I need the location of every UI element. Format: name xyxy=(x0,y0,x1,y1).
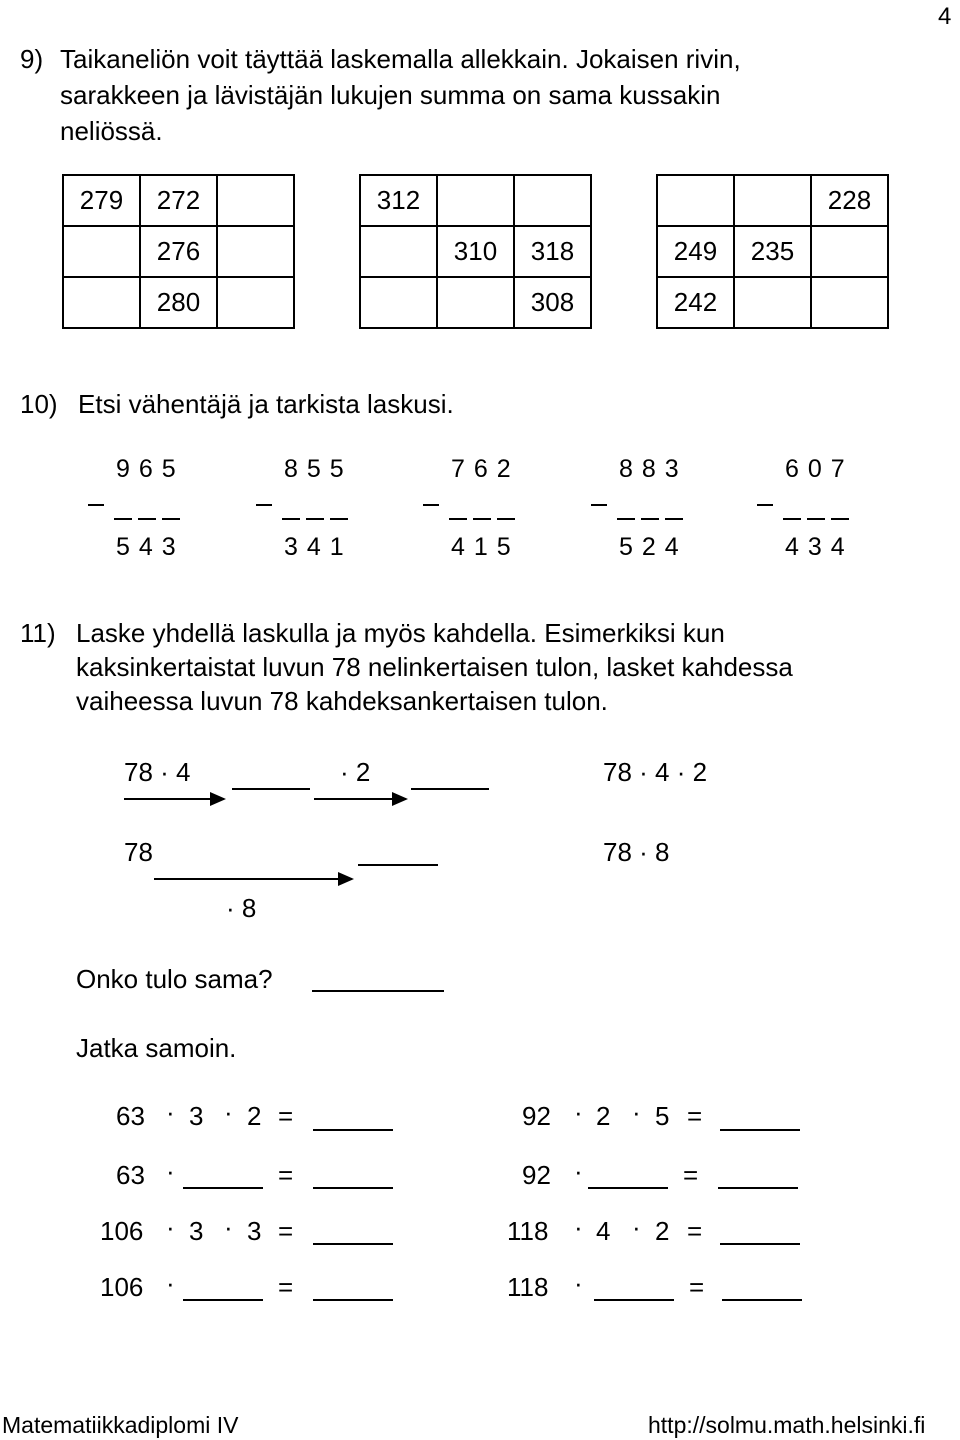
number: 3 xyxy=(247,1216,262,1246)
number: 4 xyxy=(596,1216,611,1246)
multiply-dot: · xyxy=(166,1212,175,1242)
answer-blank[interactable] xyxy=(313,1129,393,1131)
minus-sign xyxy=(591,504,607,506)
footer-title: Matematiikkadiplomi IV xyxy=(2,1412,239,1438)
number: 63 xyxy=(116,1101,145,1131)
minuend: 6 0 7 xyxy=(785,455,846,483)
task11-number: 11) xyxy=(20,618,56,648)
number: 106 xyxy=(100,1272,144,1302)
cell[interactable] xyxy=(437,175,514,226)
equals-sign: = xyxy=(278,1160,294,1190)
digit-blank[interactable] xyxy=(162,518,180,520)
multiply-dot: · xyxy=(574,1212,583,1242)
example-operation: · 2 xyxy=(340,757,371,787)
cell[interactable]: 318 xyxy=(514,226,591,277)
minus-sign xyxy=(256,504,272,506)
number: 3 xyxy=(189,1216,204,1246)
multiply-dot: · xyxy=(632,1097,641,1127)
digit-blank[interactable] xyxy=(641,518,659,520)
magic-square-1 xyxy=(62,174,295,329)
number: 2 xyxy=(596,1101,611,1131)
digit-blank[interactable] xyxy=(807,518,825,520)
multiply-dot: · xyxy=(166,1156,175,1186)
answer-blank[interactable] xyxy=(232,788,310,790)
factor-blank[interactable] xyxy=(588,1187,668,1189)
number: 63 xyxy=(116,1160,145,1190)
answer-blank[interactable] xyxy=(358,864,438,866)
equals-sign: = xyxy=(687,1101,703,1131)
cell[interactable]: 308 xyxy=(514,277,591,328)
number: 2 xyxy=(655,1216,670,1246)
digit-blank[interactable] xyxy=(497,518,515,520)
number: 106 xyxy=(100,1216,144,1246)
number: 3 xyxy=(189,1101,204,1131)
task9-text-line2: sarakkeen ja lävistäjän lukujen summa on sama kussakin xyxy=(60,80,721,110)
cell[interactable] xyxy=(63,226,140,277)
minus-sign xyxy=(88,504,104,506)
equals-sign: = xyxy=(687,1216,703,1246)
example-expression: 78 · 4 xyxy=(124,757,191,787)
number: 2 xyxy=(247,1101,262,1131)
example-expression: 78 · 8 xyxy=(603,837,670,867)
number: 118 xyxy=(507,1272,549,1302)
arrow-icon xyxy=(314,798,406,800)
minuend: 7 6 2 xyxy=(451,455,512,483)
difference: 5 2 4 xyxy=(619,533,680,561)
digit-blank[interactable] xyxy=(617,518,635,520)
answer-blank[interactable] xyxy=(411,788,489,790)
multiply-dot: · xyxy=(574,1268,583,1298)
equals-sign: = xyxy=(278,1272,294,1302)
footer-link[interactable]: http://solmu.math.helsinki.fi xyxy=(648,1412,926,1438)
multiply-dot: · xyxy=(574,1097,583,1127)
digit-blank[interactable] xyxy=(330,518,348,520)
cell[interactable] xyxy=(437,277,514,328)
number: 92 xyxy=(522,1160,551,1190)
task9-text-line3: neliössä. xyxy=(60,116,163,146)
task9-number: 9) xyxy=(20,44,44,74)
cell[interactable] xyxy=(360,226,437,277)
equals-sign: = xyxy=(278,1101,294,1131)
difference: 4 3 4 xyxy=(785,533,846,561)
question-text: Onko tulo sama? xyxy=(76,964,273,994)
digit-blank[interactable] xyxy=(831,518,849,520)
digit-blank[interactable] xyxy=(282,518,300,520)
cell[interactable] xyxy=(514,175,591,226)
factor-blank[interactable] xyxy=(594,1299,674,1301)
factor-blank[interactable] xyxy=(183,1299,263,1301)
digit-blank[interactable] xyxy=(306,518,324,520)
multiply-dot: · xyxy=(166,1097,175,1127)
answer-blank[interactable] xyxy=(313,1187,393,1189)
digit-blank[interactable] xyxy=(449,518,467,520)
difference: 5 4 3 xyxy=(116,533,177,561)
answer-blank[interactable] xyxy=(720,1129,800,1131)
task10-number: 10) xyxy=(20,389,58,419)
cell[interactable] xyxy=(217,226,294,277)
multiply-dot: · xyxy=(224,1212,233,1242)
multiply-dot: · xyxy=(632,1212,641,1242)
answer-blank[interactable] xyxy=(720,1243,800,1245)
cell[interactable] xyxy=(217,175,294,226)
arrow-icon xyxy=(154,878,352,880)
difference: 4 1 5 xyxy=(451,533,512,561)
answer-blank[interactable] xyxy=(312,990,444,992)
equals-sign: = xyxy=(278,1216,294,1246)
multiply-dot: · xyxy=(574,1156,583,1186)
task10-text: Etsi vähentäjä ja tarkista laskusi. xyxy=(78,389,454,419)
equals-sign: = xyxy=(689,1272,705,1302)
multiply-dot: · xyxy=(166,1268,175,1298)
cell[interactable]: 312 xyxy=(360,175,437,226)
cell[interactable]: 280 xyxy=(140,277,217,328)
answer-blank[interactable] xyxy=(718,1187,798,1189)
digit-blank[interactable] xyxy=(783,518,801,520)
cell[interactable] xyxy=(657,175,734,226)
cell[interactable]: 249 xyxy=(657,226,734,277)
minuend: 9 6 5 xyxy=(116,455,177,483)
example-expression: 78 xyxy=(124,837,153,867)
number: 5 xyxy=(655,1101,670,1131)
answer-blank[interactable] xyxy=(313,1243,393,1245)
task11-text-line2: kaksinkertaistat luvun 78 nelinkertaisen tulon, lasket kahdessa xyxy=(76,652,793,682)
minus-sign xyxy=(757,504,773,506)
page-number: 4 xyxy=(938,3,952,30)
cell[interactable]: 310 xyxy=(437,226,514,277)
multiply-dot: · xyxy=(224,1097,233,1127)
cell[interactable] xyxy=(811,277,888,328)
answer-blank[interactable] xyxy=(722,1299,802,1301)
instruction-text: Jatka samoin. xyxy=(76,1033,237,1063)
arrow-icon xyxy=(124,798,224,800)
minuend: 8 8 3 xyxy=(619,455,680,483)
cell[interactable]: 235 xyxy=(734,226,811,277)
digit-blank[interactable] xyxy=(138,518,156,520)
number: 92 xyxy=(522,1101,551,1131)
digit-blank[interactable] xyxy=(473,518,491,520)
cell[interactable]: 242 xyxy=(657,277,734,328)
cell[interactable] xyxy=(734,175,811,226)
example-operation: · 8 xyxy=(226,893,257,923)
task11-text-line1: Laske yhdellä laskulla ja myös kahdella. Esimerkiksi kun xyxy=(76,618,725,648)
cell[interactable] xyxy=(360,277,437,328)
cell[interactable] xyxy=(63,277,140,328)
answer-blank[interactable] xyxy=(313,1299,393,1301)
difference: 3 4 1 xyxy=(284,533,345,561)
example-expression: 78 · 4 · 2 xyxy=(603,757,708,787)
cell[interactable]: 279 xyxy=(63,175,140,226)
task9-text-line1: Taikaneliön voit täyttää laskemalla allekkain. Jokaisen rivin, xyxy=(60,44,741,74)
task11-text-line3: vaiheessa luvun 78 kahdeksankertaisen tulon. xyxy=(76,686,608,716)
cell[interactable] xyxy=(734,277,811,328)
equals-sign: = xyxy=(683,1160,699,1190)
cell[interactable]: 228 xyxy=(811,175,888,226)
minuend: 8 5 5 xyxy=(284,455,345,483)
factor-blank[interactable] xyxy=(183,1187,263,1189)
cell[interactable] xyxy=(217,277,294,328)
digit-blank[interactable] xyxy=(665,518,683,520)
magic-square-3 xyxy=(656,174,889,329)
magic-square-2 xyxy=(359,174,592,329)
cell[interactable] xyxy=(811,226,888,277)
cell[interactable]: 272 xyxy=(140,175,217,226)
digit-blank[interactable] xyxy=(114,518,132,520)
minus-sign xyxy=(423,504,439,506)
cell[interactable]: 276 xyxy=(140,226,217,277)
number: 118 xyxy=(507,1216,549,1246)
